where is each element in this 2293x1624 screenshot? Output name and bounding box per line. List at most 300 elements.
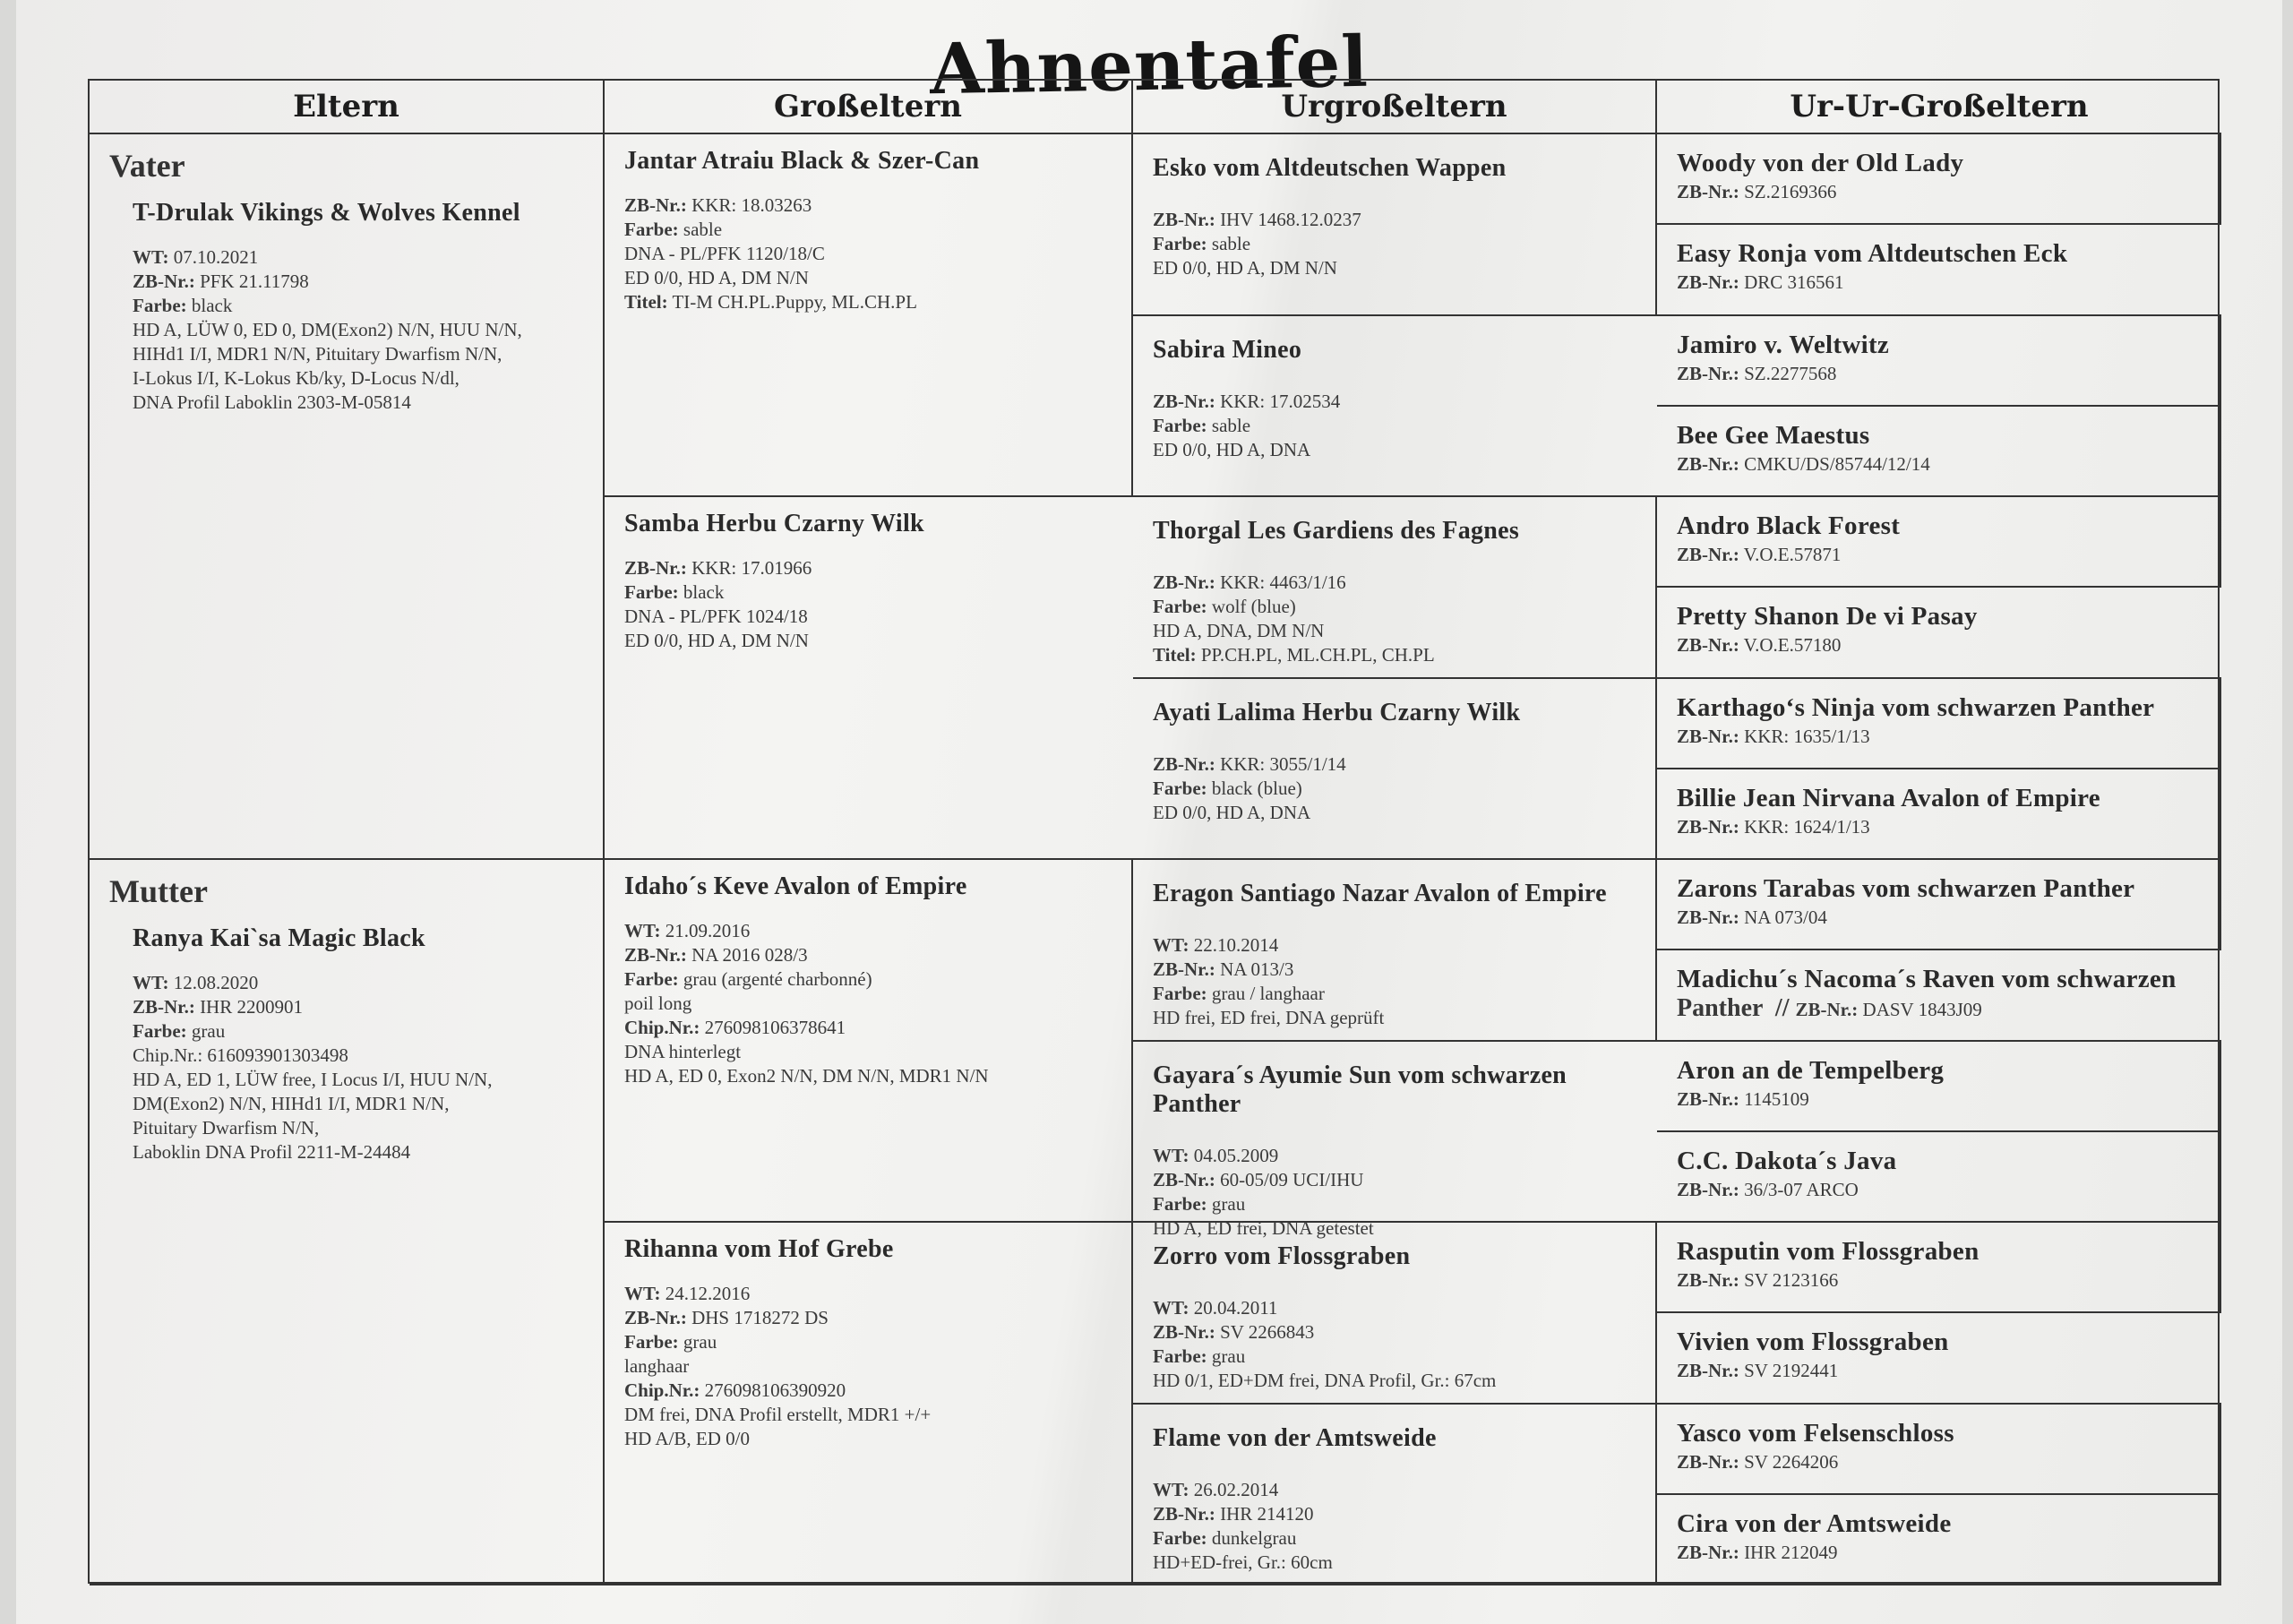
detail-value: 22.10.2014 <box>1189 934 1279 956</box>
detail-line <box>1153 982 1636 1006</box>
detail-line <box>624 1427 1112 1451</box>
detail-line <box>1153 571 1636 595</box>
detail-line <box>1153 1345 1636 1369</box>
dog-details <box>1677 815 2200 839</box>
grandparent-cell <box>605 134 1133 497</box>
detail-label: ZB-Nr.: <box>1677 271 1739 294</box>
great-great-grandparent-cell <box>1657 679 2221 769</box>
detail-line <box>133 995 583 1019</box>
dog-details <box>1153 1296 1636 1393</box>
dog-details <box>1677 1268 2200 1293</box>
dog-details <box>1677 1087 2200 1112</box>
page-title: Ahnentafel <box>929 21 1370 111</box>
detail-line <box>1153 1296 1636 1320</box>
detail-label: ZB-Nr.: <box>624 944 687 966</box>
detail-value: 36/3-07 ARCO <box>1739 1178 1859 1200</box>
detail-line <box>1153 232 1636 256</box>
detail-value: black <box>186 295 233 316</box>
detail-line <box>1677 1359 2202 1383</box>
great-grandparent-cell <box>1133 497 1657 679</box>
detail-line <box>1677 452 2200 477</box>
detail-value: grau / langhaar <box>1207 983 1325 1004</box>
dog-details <box>1153 933 1636 1030</box>
great-great-grandparent-cell <box>1657 1495 2221 1585</box>
detail-line <box>1153 643 1636 667</box>
dog-details <box>624 1282 1112 1451</box>
dog-details <box>1677 452 2200 477</box>
dog-details <box>1677 1359 2202 1383</box>
dog-name: Ayati Lalima Herbu Czarny Wilk <box>1153 698 1521 726</box>
detail-line <box>1153 438 1637 462</box>
detail-value: black (blue) <box>1207 777 1302 799</box>
detail-value: HD+ED-frei, Gr.: 60cm <box>1153 1551 1333 1573</box>
detail-label: ZB-Nr.: <box>624 1307 687 1328</box>
grandparent-cell <box>605 497 1133 860</box>
pedigree-sheet <box>16 0 2282 1624</box>
dog-details <box>1677 1178 2200 1202</box>
detail-value: IHR 214120 <box>1215 1502 1314 1525</box>
detail-label: Farbe: <box>1153 414 1207 436</box>
detail-line <box>1153 752 1636 777</box>
dog-name: Cira von der Amtsweide <box>1677 1508 1952 1538</box>
detail-value: grau <box>678 1331 717 1353</box>
detail-value: langhaar <box>624 1355 690 1377</box>
detail-line <box>133 342 583 366</box>
detail-value: Laboklin DNA Profil 2211-M-24484 <box>133 1141 411 1163</box>
detail-value: DNA - PL/PFK 1024/18 <box>624 606 808 627</box>
dog-details <box>1677 1541 2200 1565</box>
detail-line <box>624 605 1113 629</box>
detail-line <box>624 1040 1112 1064</box>
detail-value: SV 2123166 <box>1739 1269 1839 1291</box>
detail-line <box>624 1306 1112 1330</box>
detail-value: SZ.2277568 <box>1739 362 1837 384</box>
detail-label: ZB-Nr.: <box>1677 1178 1739 1200</box>
dog-name: Eragon Santiago Nazar Avalon of Empire <box>1153 880 1607 907</box>
detail-value: DHS 1718272 DS <box>686 1307 829 1328</box>
great-great-grandparent-cell <box>1657 1223 2221 1313</box>
detail-line <box>624 919 1112 943</box>
detail-line <box>1153 1526 1636 1551</box>
detail-line <box>1677 906 2200 930</box>
great-great-grandparent-cell <box>1657 225 2221 315</box>
detail-label: Titel: <box>624 291 668 313</box>
detail-label: WT: <box>624 920 661 941</box>
great-great-grandparent-cell <box>1657 769 2221 860</box>
detail-value: sable <box>1207 414 1251 436</box>
detail-value: DNA - PL/PFK 1120/18/C <box>624 243 825 264</box>
detail-value: NA 013/3 <box>1215 958 1294 980</box>
detail-label: ZB-Nr.: <box>133 271 195 292</box>
dog-name: Rasputin vom Flossgraben <box>1677 1237 1980 1266</box>
great-grandparent-cell <box>1133 860 1657 1042</box>
detail-line <box>1153 208 1636 232</box>
detail-line <box>1677 1087 2200 1112</box>
detail-value: 20.04.2011 <box>1189 1297 1278 1319</box>
detail-value: poil long <box>624 992 692 1014</box>
detail-line <box>624 992 1112 1016</box>
dog-name: Vivien vom Flossgraben <box>1677 1328 1949 1357</box>
detail-line <box>624 1016 1112 1040</box>
detail-label: ZB-Nr.: <box>1153 1321 1215 1343</box>
dog-name: Ranya Kai`sa Magic Black <box>133 924 425 952</box>
detail-label: Farbe: <box>1153 983 1207 1004</box>
detail-line <box>1677 1541 2200 1565</box>
detail-line <box>1153 1551 1636 1575</box>
dog-details <box>1677 362 2200 386</box>
detail-value: grau <box>186 1020 226 1042</box>
detail-value: HD A, DNA, DM N/N <box>1153 620 1325 641</box>
detail-value: Pituitary Dwarfism N/N, <box>133 1117 320 1139</box>
detail-line <box>1677 815 2200 839</box>
dog-details <box>1677 271 2202 295</box>
detail-label: Titel: <box>1153 644 1197 666</box>
detail-label: ZB-Nr.: <box>624 557 687 579</box>
detail-label: ZB-Nr.: <box>1677 181 1739 202</box>
detail-line <box>133 318 583 342</box>
detail-label: ZB-Nr.: <box>1677 725 1739 747</box>
detail-label: WT: <box>1153 934 1189 956</box>
detail-line <box>624 1354 1112 1379</box>
detail-label: Farbe: <box>1153 596 1207 617</box>
detail-line <box>133 971 583 995</box>
dog-name: Aron an de Tempelberg <box>1677 1055 1945 1085</box>
detail-line <box>1677 633 2202 657</box>
detail-value: TI-M CH.PL.Puppy, ML.CH.PL <box>667 291 917 313</box>
detail-value: 07.10.2021 <box>168 246 259 268</box>
detail-line <box>1153 1168 1637 1192</box>
detail-line <box>624 218 1112 242</box>
dog-name: Woody von der Old Lady <box>1677 149 1964 177</box>
detail-label: ZB-Nr.: <box>1677 544 1739 565</box>
detail-line <box>624 556 1113 580</box>
detail-label: ZB-Nr.: <box>1677 634 1739 657</box>
detail-line <box>1153 1502 1636 1526</box>
great-grandparent-cell <box>1133 316 1657 498</box>
dog-name: Gayara´s Ayumie Sun vom schwarzen Panther <box>1153 1061 1567 1118</box>
dog-name: Karthago‘s Ninja vom schwarzen Panther <box>1677 692 2155 722</box>
detail-value: wolf (blue) <box>1207 596 1296 617</box>
detail-line <box>1677 362 2200 386</box>
detail-line <box>1153 777 1636 801</box>
dog-name: Flame von der Amtsweide <box>1153 1423 1437 1452</box>
dog-details <box>1153 208 1636 280</box>
detail-value: ED 0/0, HD A, DM N/N <box>1153 257 1337 279</box>
detail-line <box>1153 933 1636 958</box>
dog-details <box>624 556 1113 653</box>
great-grandparent-cell <box>1133 1223 1657 1405</box>
dog-name: Sabira Mineo <box>1153 335 1302 364</box>
detail-label: WT: <box>624 1283 661 1304</box>
detail-value: KKR: 17.02534 <box>1215 390 1341 412</box>
detail-value: KKR: 3055/1/14 <box>1215 752 1346 775</box>
detail-line <box>624 1064 1112 1088</box>
detail-label: ZB-Nr.: <box>1153 571 1215 593</box>
detail-value: KKR: 1635/1/13 <box>1739 725 1870 747</box>
detail-label: ZB-Nr.: <box>1153 958 1215 980</box>
detail-line <box>624 1330 1112 1354</box>
detail-value: KKR: 1624/1/13 <box>1739 815 1870 838</box>
detail-label: Farbe: <box>624 1331 679 1353</box>
detail-label: Farbe: <box>133 295 187 316</box>
great-grandparent-cell <box>1133 679 1657 861</box>
detail-value: 1145109 <box>1739 1087 1809 1110</box>
detail-value: IHR 2200901 <box>194 996 303 1018</box>
detail-label: ZB-Nr.: <box>1677 907 1739 928</box>
detail-line <box>624 193 1112 218</box>
detail-line <box>1153 1192 1637 1216</box>
detail-line <box>1153 958 1636 982</box>
dog-name: Samba Herbu Czarny Wilk <box>624 510 924 537</box>
detail-value: SV 2264206 <box>1739 1450 1839 1473</box>
detail-value: DRC 316561 <box>1739 271 1844 294</box>
detail-value: KKR: 17.01966 <box>686 557 812 579</box>
detail-value: HD 0/1, ED+DM frei, DNA Profil, Gr.: 67cm <box>1153 1370 1497 1391</box>
detail-line <box>624 967 1112 992</box>
detail-value: PP.CH.PL, ML.CH.PL, CH.PL <box>1196 644 1435 666</box>
detail-value: ED 0/0, HD A, DM N/N <box>624 630 809 651</box>
dog-details <box>1153 571 1636 667</box>
dog-details <box>1677 180 2200 204</box>
great-great-grandparent-cell <box>1657 407 2221 497</box>
column-header-1: Eltern <box>90 81 605 134</box>
great-great-grandparent-cell <box>1657 1132 2221 1223</box>
detail-value: grau <box>1207 1192 1246 1215</box>
detail-line <box>133 1092 583 1116</box>
detail-value: HIHd1 I/I, MDR1 N/N, Pituitary Dwarfism N/N, <box>133 343 502 365</box>
dog-details <box>1153 1478 1636 1575</box>
detail-line <box>1153 256 1636 280</box>
detail-value: ED 0/0, HD A, DNA <box>1153 801 1311 823</box>
dog-name: Yasco vom Felsenschloss <box>1677 1418 1954 1448</box>
detail-line <box>624 943 1112 967</box>
detail-line <box>1153 1369 1636 1393</box>
great-great-grandparent-cell <box>1657 588 2221 678</box>
dog-name: Jantar Atraiu Black & Szer-Can <box>624 147 980 175</box>
detail-line <box>133 1140 583 1164</box>
detail-line <box>133 1044 583 1068</box>
detail-label: Farbe: <box>1153 777 1207 799</box>
dog-name-continued: Panther // <box>1677 994 1796 1023</box>
detail-label: ZB-Nr.: <box>1795 999 1859 1021</box>
detail-value: 21.09.2016 <box>660 920 751 941</box>
detail-label: ZB-Nr.: <box>1677 1087 1739 1110</box>
detail-value: KKR: 18.03263 <box>686 194 812 216</box>
dog-name: Idaho´s Keve Avalon of Empire <box>624 872 967 900</box>
detail-line <box>624 580 1113 605</box>
dog-details <box>133 971 583 1164</box>
detail-label: WT: <box>1153 1144 1189 1166</box>
detail-value: DNA hinterlegt <box>624 1041 742 1062</box>
detail-line <box>133 1019 583 1044</box>
grandparent-cell <box>605 1223 1133 1585</box>
pedigree-table <box>88 79 2220 1584</box>
detail-label: Farbe: <box>1153 1345 1207 1367</box>
detail-line <box>133 1116 583 1140</box>
dog-details <box>133 245 583 415</box>
detail-line <box>624 1282 1112 1306</box>
detail-label: Chip.Nr.: <box>624 1017 700 1038</box>
detail-value: KKR: 4463/1/16 <box>1215 571 1346 593</box>
detail-value: sable <box>678 219 723 240</box>
grandparent-cell <box>605 860 1133 1223</box>
detail-value: Chip.Nr.: 616093901303498 <box>133 1044 348 1066</box>
detail-value: SZ.2169366 <box>1739 181 1837 202</box>
great-great-grandparent-cell <box>1657 1405 2221 1495</box>
detail-line <box>133 245 583 270</box>
dog-name: Thorgal Les Gardiens des Fagnes <box>1153 517 1520 545</box>
detail-value: dunkelgrau <box>1207 1526 1297 1549</box>
detail-line <box>1677 180 2200 204</box>
detail-value: DM(Exon2) N/N, HIHd1 I/I, MDR1 N/N, <box>133 1093 450 1114</box>
dog-details <box>1677 906 2200 930</box>
detail-line <box>1677 725 2200 749</box>
great-great-grandparent-cell <box>1657 950 2221 1041</box>
detail-value: DM frei, DNA Profil erstellt, MDR1 +/+ <box>624 1404 932 1425</box>
detail-line <box>624 266 1112 290</box>
dog-details <box>1153 390 1637 462</box>
detail-label: ZB-Nr.: <box>133 996 195 1018</box>
detail-value: HD A, ED 1, LÜW free, I Locus I/I, HUU N/N, <box>133 1069 493 1090</box>
detail-value: 26.02.2014 <box>1189 1478 1279 1500</box>
great-grandparent-cell <box>1133 1405 1657 1586</box>
detail-value: PFK 21.11798 <box>194 271 309 292</box>
detail-label: ZB-Nr.: <box>1153 390 1215 412</box>
detail-value: NA 2016 028/3 <box>686 944 808 966</box>
dam-cell <box>90 860 605 1585</box>
great-great-grandparent-cell <box>1657 134 2221 225</box>
detail-line <box>1677 543 2200 567</box>
great-great-grandparent-cell <box>1657 860 2221 950</box>
dog-name: Zorro vom Flossgraben <box>1153 1242 1411 1270</box>
dog-details <box>1677 725 2200 749</box>
detail-label: WT: <box>1153 1478 1189 1500</box>
dog-name: Pretty Shanon De vi Pasay <box>1677 602 1978 632</box>
dog-name: Madichu´s Nacoma´s Raven vom schwarzen <box>1677 965 2177 994</box>
dog-details <box>1677 543 2200 567</box>
column-header-4: Ur-Ur-Großeltern <box>1657 81 2221 134</box>
sire-cell <box>90 134 605 860</box>
detail-value: black <box>678 581 725 603</box>
detail-label: Farbe: <box>624 968 679 990</box>
detail-label: Farbe: <box>1153 1192 1207 1215</box>
dog-name: T-Drulak Vikings & Wolves Kennel <box>133 199 520 227</box>
detail-label: Farbe: <box>624 581 679 603</box>
detail-value: DASV 1843J09 <box>1858 999 1982 1021</box>
detail-label: ZB-Nr.: <box>1677 1360 1739 1382</box>
great-great-grandparent-cell <box>1657 1313 2221 1404</box>
great-grandparent-cell <box>1133 1042 1657 1239</box>
dog-details <box>1677 1450 2200 1474</box>
detail-line <box>133 294 583 318</box>
detail-value: 04.05.2009 <box>1189 1144 1279 1166</box>
detail-value: 24.12.2016 <box>660 1283 751 1304</box>
dog-name: Easy Ronja vom Altdeutschen Eck <box>1677 239 2068 269</box>
detail-line <box>1153 801 1636 825</box>
detail-value: 276098106378641 <box>700 1017 846 1038</box>
detail-label: Farbe: <box>133 1020 187 1042</box>
dog-name: Billie Jean Nirvana Avalon of Empire <box>1677 783 2100 812</box>
detail-line <box>1153 595 1636 619</box>
detail-value: HD A, ED 0, Exon2 N/N, DM N/N, MDR1 N/N <box>624 1065 989 1087</box>
dog-name: Jamiro v. Weltwitz <box>1677 330 1890 359</box>
detail-value: 60-05/09 UCI/IHU <box>1215 1168 1364 1190</box>
detail-value: HD A, ED frei, DNA getestet <box>1153 1216 1374 1239</box>
detail-label: ZB-Nr.: <box>1153 1168 1215 1190</box>
detail-line <box>1153 619 1636 643</box>
column-header-2: Großeltern <box>605 81 1133 134</box>
parent-role: Mutter <box>109 873 208 909</box>
detail-line <box>133 366 583 391</box>
detail-line <box>624 1379 1112 1403</box>
detail-label: Farbe: <box>624 219 679 240</box>
detail-label: Farbe: <box>1153 1526 1207 1549</box>
detail-label: ZB-Nr.: <box>1677 1450 1739 1473</box>
detail-value: HD frei, ED frei, DNA geprüft <box>1153 1007 1385 1028</box>
detail-line <box>133 391 583 415</box>
detail-label: Chip.Nr.: <box>624 1379 700 1401</box>
detail-value: IHR 212049 <box>1739 1541 1838 1563</box>
dog-name: Bee Gee Maestus <box>1677 420 1870 450</box>
detail-label: ZB-Nr.: <box>624 194 687 216</box>
great-great-grandparent-cell <box>1657 316 2221 407</box>
column-header-3: Urgroßeltern <box>1133 81 1657 134</box>
dog-name: Rihanna vom Hof Grebe <box>624 1235 894 1263</box>
detail-label: WT: <box>133 972 169 993</box>
detail-value: CMKU/DS/85744/12/14 <box>1739 452 1930 475</box>
dog-details <box>624 193 1112 314</box>
dog-name: Zarons Tarabas vom schwarzen Panther <box>1677 874 2135 903</box>
detail-line <box>624 629 1113 653</box>
detail-value: HD A/B, ED 0/0 <box>624 1428 751 1449</box>
detail-value: grau (argenté charbonné) <box>678 968 872 990</box>
detail-value: V.O.E.57180 <box>1739 634 1842 657</box>
parent-role: Vater <box>109 148 185 184</box>
detail-label: ZB-Nr.: <box>1153 752 1215 775</box>
detail-line <box>624 1403 1112 1427</box>
detail-label: WT: <box>1153 1297 1189 1319</box>
detail-line <box>1153 1006 1636 1030</box>
detail-line <box>1153 390 1637 414</box>
dog-name: Esko vom Altdeutschen Wappen <box>1153 154 1507 182</box>
detail-line <box>133 270 583 294</box>
great-great-grandparent-cell <box>1657 1042 2221 1132</box>
detail-line <box>624 242 1112 266</box>
detail-line <box>133 1068 583 1092</box>
detail-label: ZB-Nr.: <box>1153 1502 1215 1525</box>
detail-value: 276098106390920 <box>700 1379 846 1401</box>
detail-line <box>1677 1268 2200 1293</box>
detail-value: DNA Profil Laboklin 2303-M-05814 <box>133 391 411 413</box>
detail-value: grau <box>1207 1345 1246 1367</box>
detail-label: ZB-Nr.: <box>1677 1541 1739 1563</box>
detail-value: 12.08.2020 <box>168 972 259 993</box>
detail-value: SV 2192441 <box>1739 1360 1839 1382</box>
dog-name: C.C. Dakota´s Java <box>1677 1146 1897 1175</box>
detail-line <box>1153 1320 1636 1345</box>
dog-details <box>624 919 1112 1088</box>
detail-line <box>1153 1144 1637 1168</box>
detail-line <box>1677 1178 2200 1202</box>
dog-details <box>1153 752 1636 825</box>
detail-line <box>1153 1478 1636 1502</box>
detail-value: I-Lokus I/I, K-Lokus Kb/ky, D-Locus N/dl, <box>133 367 459 389</box>
dog-details <box>1677 996 2202 1022</box>
detail-line <box>1677 1450 2200 1474</box>
great-great-grandparent-cell <box>1657 497 2221 588</box>
detail-value: NA 073/04 <box>1739 907 1827 928</box>
detail-label: ZB-Nr.: <box>1677 452 1739 475</box>
